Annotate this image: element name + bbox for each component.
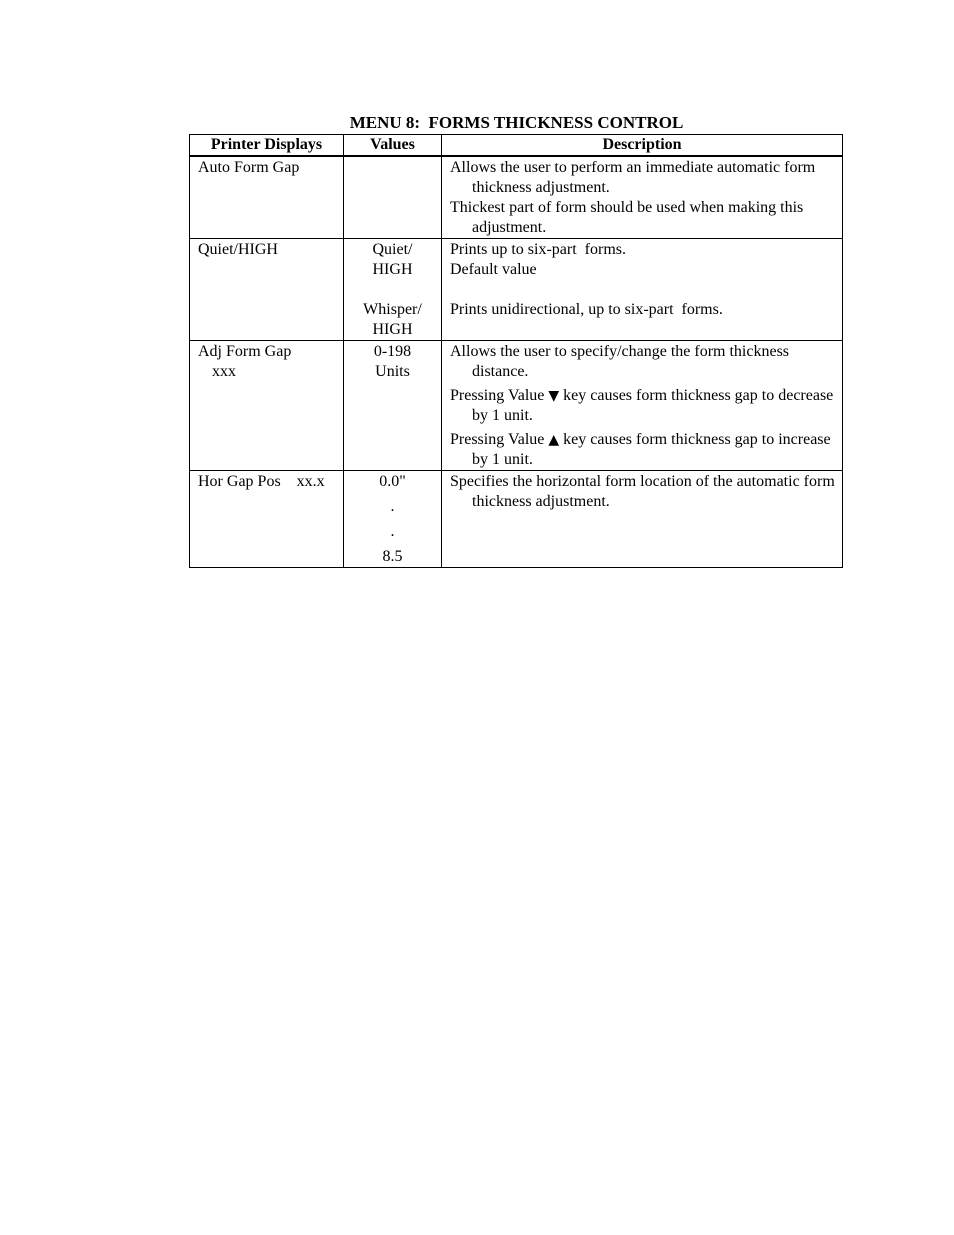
table-row-auto-form-gap	[190, 156, 843, 239]
table-row-hor-gap-pos	[190, 471, 843, 568]
table-row-quiet-high	[190, 239, 843, 341]
pressing-value-label: Pressing Value	[450, 431, 545, 448]
value-text: Quiet/	[372, 241, 413, 258]
values-cell	[344, 471, 442, 568]
values-cell	[344, 239, 442, 341]
up-triangle-icon: ▲	[548, 432, 560, 448]
header-values: Values	[344, 135, 442, 157]
description-text: Prints up to six-part forms.	[450, 241, 626, 258]
description-text: Thickest part of form should be used when making this adjustment.	[450, 199, 804, 236]
display-cell	[190, 239, 344, 341]
down-triangle-icon: ▼	[548, 388, 560, 404]
forms-thickness-table	[189, 134, 843, 568]
values-cell	[344, 156, 442, 239]
description-text: Allows the user to perform an immediate automatic form thickness adjustment.	[450, 159, 816, 196]
value-text: Units	[375, 363, 410, 380]
value-text: HIGH	[372, 321, 413, 338]
description-text: Allows the user to specify/change the form thickness distance.	[450, 343, 790, 380]
value-text: Whisper/	[363, 301, 422, 318]
description-text: Default value	[450, 261, 537, 278]
description-cell	[442, 471, 843, 568]
table-row-adj-form-gap	[190, 341, 843, 471]
description-text: Prints unidirectional, up to six-part forms.	[450, 301, 723, 318]
description-cell	[442, 156, 843, 239]
values-cell	[344, 341, 442, 471]
description-text-increase	[450, 430, 838, 470]
display-text: Hor Gap Pos xx.x	[198, 473, 325, 490]
value-text: 8.5	[382, 548, 403, 565]
header-description: Description	[442, 135, 843, 157]
header-printer-displays: Printer Displays	[190, 135, 344, 157]
decrease-text: key causes form thickness gap to decrease by 1 unit.	[472, 387, 834, 424]
header-row	[190, 135, 843, 157]
display-cell	[190, 471, 344, 568]
value-text: .	[390, 498, 395, 515]
page-title: MENU 8: FORMS THICKNESS CONTROL	[349, 113, 684, 132]
value-text: .	[390, 523, 395, 540]
value-text: HIGH	[372, 261, 413, 278]
display-cell	[190, 156, 344, 239]
description-cell	[442, 341, 843, 471]
description-text: Specifies the horizontal form location of the automatic form thickness adjustment.	[450, 473, 835, 510]
display-cell	[190, 341, 344, 471]
description-text-decrease	[450, 386, 838, 426]
display-text: Adj Form Gap	[198, 343, 292, 360]
display-subtext: xxx	[212, 363, 236, 380]
value-text: 0.0"	[379, 473, 406, 490]
description-cell	[442, 239, 843, 341]
increase-text: key causes form thickness gap to increase by 1 unit.	[472, 431, 831, 468]
pressing-value-label: Pressing Value	[450, 387, 545, 404]
display-text: Quiet/HIGH	[198, 241, 278, 258]
value-text: 0-198	[373, 343, 412, 360]
display-text: Auto Form Gap	[198, 159, 300, 176]
